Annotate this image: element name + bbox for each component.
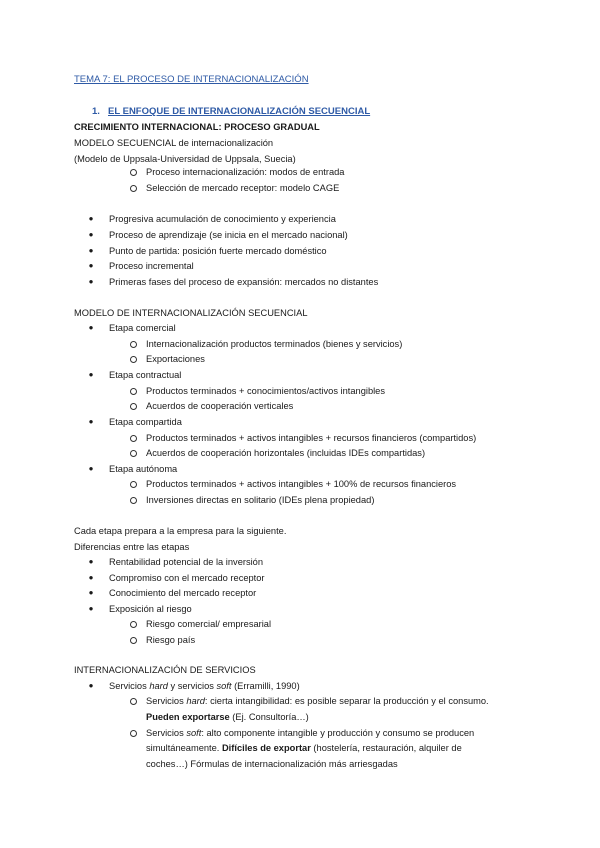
circle-bullet-icon xyxy=(130,341,137,348)
circle-bullet-icon xyxy=(130,388,137,395)
list-item: Progresiva acumulación de conocimiento y experiencia xyxy=(109,214,336,224)
circle-bullet-icon xyxy=(130,637,137,644)
text-run: soft xyxy=(216,681,232,691)
bullet-icon: ● xyxy=(88,588,94,597)
services-bullet xyxy=(109,680,300,692)
hard-services-line-2 xyxy=(146,711,309,723)
document-title: TEMA 7: EL PROCESO DE INTERNACIONALIZACIÓN xyxy=(74,74,309,85)
list-item: Proceso internacionalización: modos de entrada xyxy=(146,167,345,177)
list-item: Acuerdos de cooperación horizontales (incluidas IDEs compartidas) xyxy=(146,448,426,458)
list-item: Proceso incremental xyxy=(109,261,194,271)
circle-bullet-icon xyxy=(130,169,137,176)
text-line: Diferencias entre las etapas xyxy=(74,542,190,552)
text-run: (Ej. Consultoría…) xyxy=(229,712,309,722)
text-run: hard xyxy=(149,681,168,691)
stage-label: Etapa contractual xyxy=(109,370,182,380)
list-item: Riesgo país xyxy=(146,635,196,645)
soft-services-line xyxy=(146,727,474,739)
list-item: Rentabilidad potencial de la inversión xyxy=(109,557,264,567)
list-item: Productos terminados + activos intangibles + 100% de recursos financieros xyxy=(146,479,457,489)
list-item: Productos terminados + activos intangibles + recursos financieros (compartidos) xyxy=(146,433,477,443)
circle-bullet-icon xyxy=(130,621,137,628)
text-run: : alto componente intangible y producción y consumo se producen xyxy=(201,728,475,738)
services-heading: INTERNACIONALIZACIÓN DE SERVICIOS xyxy=(74,665,256,675)
text-run: Servicios xyxy=(146,696,187,706)
bullet-icon: ● xyxy=(88,277,94,286)
circle-bullet-icon xyxy=(130,356,137,363)
text-run: simultáneamente. xyxy=(146,743,222,753)
section-heading xyxy=(92,106,370,118)
list-item: Inversiones directas en solitario (IDEs plena propiedad) xyxy=(146,495,375,505)
soft-services-line-3: coches…) Fórmulas de internacionalización más arriesgadas xyxy=(146,759,398,769)
text-run: (Erramilli, 1990) xyxy=(231,681,300,691)
text-run: y servicios xyxy=(167,681,217,691)
circle-bullet-icon xyxy=(130,730,137,737)
stage-label: Etapa compartida xyxy=(109,417,182,427)
list-item: Primeras fases del proceso de expansión: mercados no distantes xyxy=(109,277,379,287)
list-item: Exportaciones xyxy=(146,354,205,364)
list-item: Punto de partida: posición fuerte mercado doméstico xyxy=(109,246,327,256)
list-item: Productos terminados + conocimientos/activos intangibles xyxy=(146,386,386,396)
list-item: Compromiso con el mercado receptor xyxy=(109,573,265,583)
bold-run: Difíciles de exportar xyxy=(221,743,311,753)
text-run: Servicios xyxy=(146,728,187,738)
text-line: MODELO SECUENCIAL de internacionalización xyxy=(74,138,274,148)
bullet-icon: ● xyxy=(88,464,94,473)
circle-bullet-icon xyxy=(130,435,137,442)
list-item: Exposición al riesgo xyxy=(109,604,192,614)
text-line: Cada etapa prepara a la empresa para la siguiente. xyxy=(74,526,287,536)
bullet-icon: ● xyxy=(88,261,94,270)
bullet-icon: ● xyxy=(88,557,94,566)
bullet-icon: ● xyxy=(88,573,94,582)
circle-bullet-icon xyxy=(130,450,137,457)
list-item: Riesgo comercial/ empresarial xyxy=(146,619,272,629)
list-item: Conocimiento del mercado receptor xyxy=(109,588,257,598)
circle-bullet-icon xyxy=(130,698,137,705)
section-number: 1. xyxy=(92,106,100,117)
list-item: Internacionalización productos terminados (bienes y servicios) xyxy=(146,339,403,349)
stage-label: Etapa comercial xyxy=(109,323,176,333)
circle-bullet-icon xyxy=(130,497,137,504)
text-run: (hostelería, restauración, alquiler de xyxy=(310,743,462,753)
bullet-icon: ● xyxy=(88,246,94,255)
subheading: CRECIMIENTO INTERNACIONAL: PROCESO GRADUAL xyxy=(74,122,320,132)
bold-run: Pueden exportarse xyxy=(146,712,230,722)
hard-services-line xyxy=(146,695,489,707)
bullet-icon: ● xyxy=(88,230,94,239)
bullet-icon: ● xyxy=(88,604,94,613)
bullet-icon: ● xyxy=(88,370,94,379)
bullet-icon: ● xyxy=(88,323,94,332)
list-item: Proceso de aprendizaje (se inicia en el mercado nacional) xyxy=(109,230,348,240)
text-line: (Modelo de Uppsala-Universidad de Uppsala, Suecia) xyxy=(74,154,296,164)
circle-bullet-icon xyxy=(130,481,137,488)
bullet-icon: ● xyxy=(88,417,94,426)
circle-bullet-icon xyxy=(130,185,137,192)
soft-services-line-2 xyxy=(146,742,462,754)
text-run: soft xyxy=(186,728,202,738)
list-item: Selección de mercado receptor: modelo CAGE xyxy=(146,183,340,193)
model-heading: MODELO DE INTERNACIONALIZACIÓN SECUENCIAL xyxy=(74,308,308,318)
bullet-icon: ● xyxy=(88,681,94,690)
text-run: : cierta intangibilidad: es posible separar la producción y el consumo. xyxy=(204,696,489,706)
list-item: Acuerdos de cooperación verticales xyxy=(146,401,294,411)
stage-label: Etapa autónoma xyxy=(109,464,178,474)
text-run: hard xyxy=(186,696,205,706)
bullet-icon: ● xyxy=(88,214,94,223)
circle-bullet-icon xyxy=(130,403,137,410)
section-heading-text: EL ENFOQUE DE INTERNACIONALIZACIÓN SECUENCIAL xyxy=(108,106,371,117)
text-run: Servicios xyxy=(109,681,150,691)
